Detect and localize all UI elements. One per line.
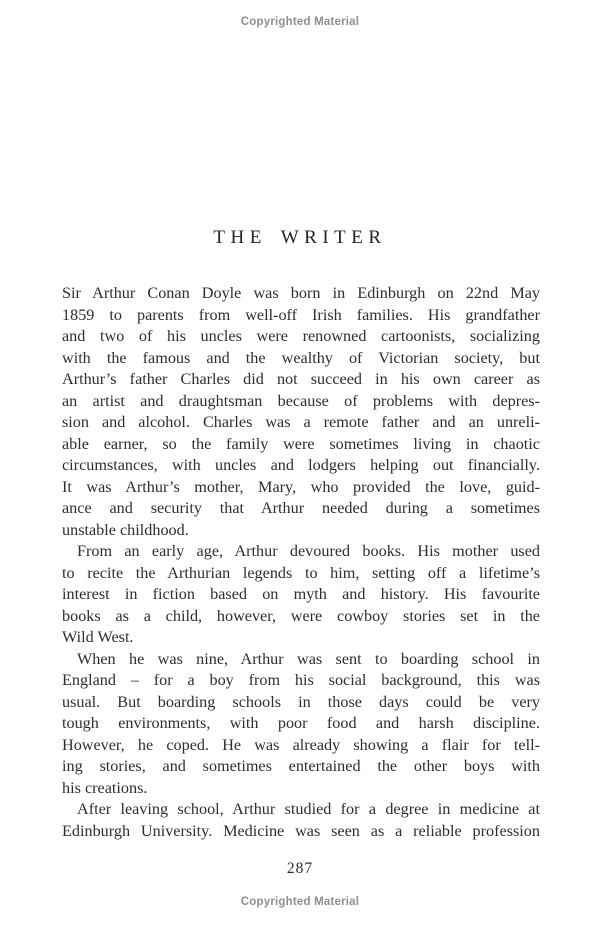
text-line: ance and security that Arthur needed during a sometimes <box>62 499 540 517</box>
text-line: with the famous and the wealthy of Victorian society, but <box>62 348 540 367</box>
text-line: interest in fiction based on myth and history. His favourite <box>62 585 540 603</box>
text-line: However, he coped. He was already showing a flair for tell- <box>62 735 540 754</box>
text-line: usual. But boarding schools in those days could be very <box>62 692 540 711</box>
text-line: books as a child, however, were cowboy stories set in the <box>62 606 540 625</box>
text-line: Arthur’s father Charles did not succeed in his own career as <box>62 370 540 388</box>
text-line: 1859 to parents from well-off Irish families. His grandfather <box>62 305 540 324</box>
text-line: England – for a boy from his social background, this was <box>62 671 540 689</box>
text-line: It was Arthur’s mother, Mary, who provided the love, guid- <box>62 477 540 496</box>
copyright-notice-bottom: Copyrighted Material <box>240 896 360 908</box>
text-line: From an early age, Arthur devoured books. His mother used <box>77 542 540 560</box>
text-line: unstable childhood. <box>62 520 189 539</box>
text-line: Sir Arthur Conan Doyle was born in Edinburgh on 22nd May <box>62 284 540 302</box>
text-line: After leaving school, Arthur studied for a degree in medicine at <box>77 800 540 818</box>
text-line: able earner, so the family were sometimes living in chaotic <box>62 434 540 453</box>
text-line: sion and alcohol. Charles was a remote father and an unreli- <box>62 413 540 431</box>
page-number: 287 <box>286 860 314 877</box>
page-title: THE WRITER <box>213 227 387 248</box>
text-line: and two of his uncles were renowned cartoonists, socializing <box>62 327 540 345</box>
text-line: Wild West. <box>62 628 134 646</box>
text-line: tough environments, with poor food and harsh discipline. <box>62 714 540 732</box>
text-line: circumstances, with uncles and lodgers helping out financially. <box>62 456 540 474</box>
text-line: his creations. <box>62 778 148 797</box>
copyright-notice-top: Copyrighted Material <box>240 16 360 28</box>
text-line: to recite the Arthurian legends to him, setting off a lifetime’s <box>62 563 540 582</box>
text-line: Edinburgh University. Medicine was seen as a reliable profession <box>62 821 540 840</box>
text-line: When he was nine, Arthur was sent to boarding school in <box>77 649 540 668</box>
text-line: ing stories, and sometimes entertained the other boys with <box>62 757 540 775</box>
text-line: an artist and draughtsman because of problems with depres- <box>62 391 540 410</box>
body-text <box>62 283 540 842</box>
